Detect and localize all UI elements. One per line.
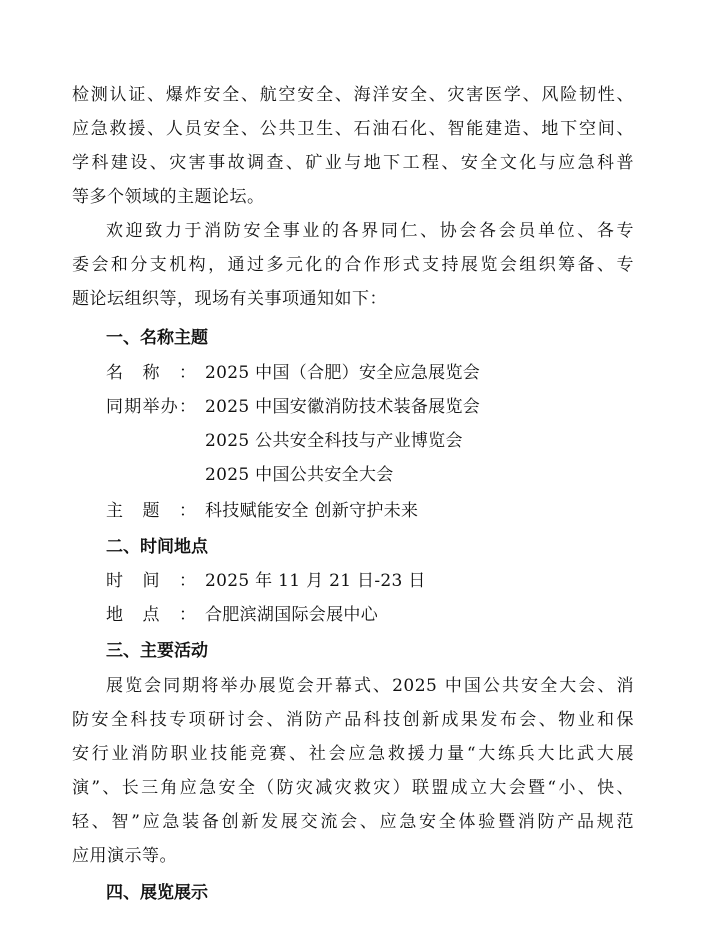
section-heading-name-theme: 一、名称主题 xyxy=(106,328,208,348)
concurrent-value-3: 2025 中国公共安全大会 xyxy=(205,465,394,485)
activities-line-6: 应用演示等。 xyxy=(72,846,177,866)
section-heading-exhibition: 四、展览展示 xyxy=(106,883,208,903)
time-label: 时间： xyxy=(106,571,196,591)
intro-line-3: 学科建设、灾害事故调查、矿业与地下工程、安全文化与应急科普 xyxy=(72,153,634,173)
concurrent-label: 同期举办： xyxy=(106,397,196,417)
theme-value: 科技赋能安全 创新守护未来 xyxy=(205,501,419,521)
welcome-line-2: 委会和分支机构，通过多元化的合作形式支持展览会组织筹备、专 xyxy=(72,255,634,275)
concurrent-value-2: 2025 公共安全科技与产业博览会 xyxy=(205,431,463,451)
activities-line-3: 安行业消防职业技能竞赛、社会应急救援力量“大练兵大比武大展 xyxy=(72,744,634,764)
welcome-line-1: 欢迎致力于消防安全事业的各界同仁、协会各会员单位、各专 xyxy=(106,221,634,241)
section-heading-time-place: 二、时间地点 xyxy=(106,537,208,557)
intro-line-1: 检测认证、爆炸安全、航空安全、海洋安全、灾害医学、风险韧性、 xyxy=(72,85,634,105)
theme-label: 主题： xyxy=(106,501,196,521)
time-value: 2025 年 11 月 21 日-23 日 xyxy=(205,571,426,591)
name-value: 2025 中国（合肥）安全应急展览会 xyxy=(205,363,481,383)
place-value: 合肥滨湖国际会展中心 xyxy=(205,605,378,625)
intro-line-2: 应急救援、人员安全、公共卫生、石油石化、智能建造、地下空间、 xyxy=(72,119,634,139)
name-label: 名称： xyxy=(106,363,196,383)
welcome-line-3: 题论坛组织等，现场有关事项通知如下： xyxy=(72,289,387,309)
activities-line-1: 展览会同期将举办展览会开幕式、2025 中国公共安全大会、消 xyxy=(106,676,634,696)
place-label: 地点： xyxy=(106,605,196,625)
section-heading-activities: 三、主要活动 xyxy=(106,641,208,661)
activities-line-5: 轻、智”应急装备创新发展交流会、应急安全体验暨消防产品规范 xyxy=(72,812,634,832)
concurrent-value-1: 2025 中国安徽消防技术装备展览会 xyxy=(205,397,481,417)
activities-line-2: 防安全科技专项研讨会、消防产品科技创新成果发布会、物业和保 xyxy=(72,710,634,730)
activities-line-4: 演”、长三角应急安全（防灾减灾救灾）联盟成立大会暨“小、快、 xyxy=(72,778,634,798)
intro-line-4: 等多个领域的主题论坛。 xyxy=(72,187,265,207)
